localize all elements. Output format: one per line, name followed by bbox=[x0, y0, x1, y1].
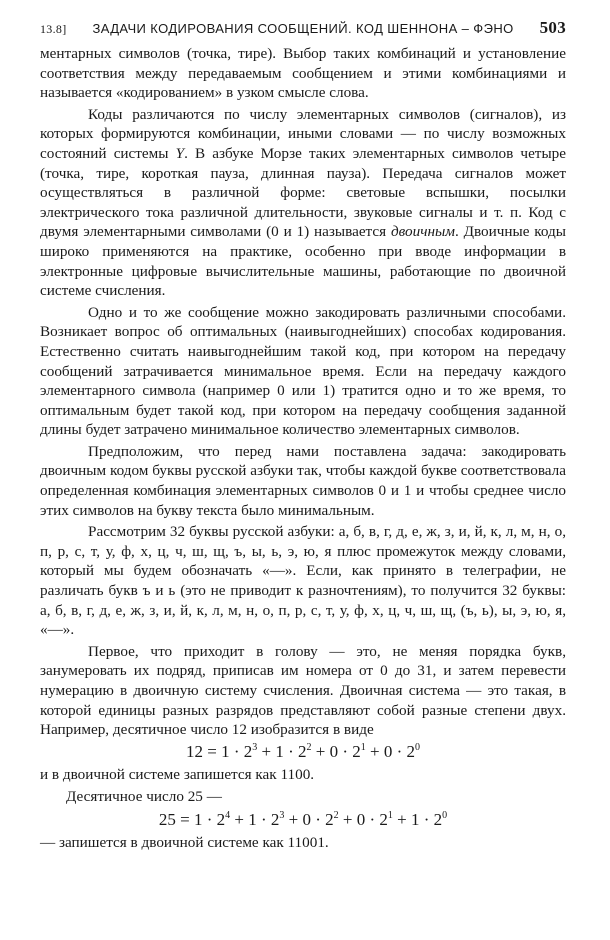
paragraph-2 bbox=[40, 105, 566, 301]
formula-12-exp: 0 bbox=[415, 741, 420, 753]
text-line-decimal-25: Десятичное число 25 — bbox=[66, 787, 222, 805]
formula-25-term: + 0 · 2 bbox=[284, 809, 334, 829]
paragraph-2-text-c: . Двоичные коды широко применяются на практике, особенно при вводе информации в электронные цифровые вычислительные машины, работающие по двоичной системе счисления. bbox=[40, 223, 566, 300]
formula-25-term: + 1 · 2 bbox=[392, 809, 443, 829]
formula-12-exp: 1 bbox=[360, 741, 366, 753]
paragraph-5: Рассмотрим 32 буквы русской азбуки: а, б, в, г, д, е, ж, з, и, й, к, л, м, н, о, п, р, с, т, у, ф, х, ц, ч, ш, щ, ъ, ы, ь, э, ю, я плюс промежуток между словами, который мы будем обозначать «—». Если, как принято в телеграфии, не различать букв ъ и ь (это не приводит к разночтениям), то получится 32 буквы: а, б, в, г, д, е, ж, з, и, й, к, л, м, н, о, п, р, с, т, у, ф, х, ц, ч, ш, щ, (ъ, ь), ы, э, ю, я, «—». bbox=[40, 523, 566, 639]
paragraph-3: Одно и то же сообщение можно закодировать различными способами. Возникает вопрос об оптимальных (наивыгоднейших) способах кодирования. Естественно считать наивыгоднейшим такой код, при котором на передачу сообщений затрачивается минимальное время. Если на передачу каждого элементарного символа (например 0 или 1) тратится одно и то же время, то оптимальным будет такой код, при котором на передачу сообщения заданной длины будет затрачено минимальное количество элементарных символов. bbox=[40, 303, 566, 439]
paragraph-2-text-a: Коды различаются по числу элементарных символов (сигналов), из которых формируются комбинации, иными словами — по числу возможных состояний системы bbox=[40, 105, 566, 162]
paragraph-2-text-b: . В азбуке Морзе таких элементарных символов четыре (точка, тире, короткая пауза, длинная пауза). Передача сигналов может осуществляться в различной форме: световые вспышки, посылки электрического тока различной длительности, звуковые сигналы и т. п. Код с двумя элементарными символами (0 и 1) называется bbox=[40, 144, 566, 241]
chapter-title: ЗАДАЧИ КОДИРОВАНИЯ СООБЩЕНИЙ. КОД ШЕННОНА – ФЭНО bbox=[92, 21, 514, 36]
formula-25-exp: 2 bbox=[333, 809, 339, 821]
formula-25-exp: 4 bbox=[225, 809, 231, 821]
text-line-binary-1100: и в двоичной системе запишется как 1100. bbox=[40, 765, 315, 783]
variable-y: Y bbox=[175, 144, 185, 162]
paragraph-1: ментарных символов (точка, тире). Выбор таких комбинаций и установление соответствия между передаваемым сообщением и этими комбинациями и называется «кодированием» в узком смысле слова. bbox=[40, 45, 566, 102]
formula-12-term: + 0 · 2 bbox=[365, 741, 415, 761]
formula-12 bbox=[40, 740, 566, 764]
formula-25-term: + 1 · 2 bbox=[230, 809, 280, 829]
page-number: 503 bbox=[539, 18, 566, 37]
term-binary: двоичным bbox=[390, 223, 455, 241]
formula-25-exp: 3 bbox=[279, 809, 285, 821]
formula-12-term: + 0 · 2 bbox=[311, 741, 361, 761]
formula-12-term: 12 = 1 · 2 bbox=[186, 741, 253, 761]
formula-12-exp: 2 bbox=[306, 741, 312, 753]
paragraph-6: Первое, что приходит в голову — это, не меняя порядка букв, занумеровать их подряд, приписав им номера от 0 до 31, и затем перевести нумерацию в двоичную систему счисления. Двоичная система — это такая, в которой единицы разных разрядов представляют собой разные степени двух. Например, десятичное число 12 изобразится в виде bbox=[40, 642, 566, 739]
paragraph-4: Предположим, что перед нами поставлена задача: закодировать двоичным кодом буквы русской азбуки так, чтобы каждой букве соответствовала определенная комбинация элементарных символов 0 и 1 и чтобы среднее число этих символов на букву текста было минимальным. bbox=[40, 442, 566, 519]
formula-25-exp: 1 bbox=[387, 809, 393, 821]
formula-25 bbox=[40, 808, 566, 832]
formula-12-exp: 3 bbox=[252, 741, 258, 753]
section-number: 13.8] bbox=[40, 22, 67, 36]
formula-25-term: + 0 · 2 bbox=[338, 809, 388, 829]
formula-25-term: 25 = 1 · 2 bbox=[158, 809, 226, 829]
formula-25-exp: 0 bbox=[442, 809, 448, 821]
running-header bbox=[40, 18, 566, 38]
text-line-binary-11001: — запишется в двоичной системе как 11001. bbox=[40, 833, 329, 851]
formula-12-term: + 1 · 2 bbox=[257, 741, 307, 761]
